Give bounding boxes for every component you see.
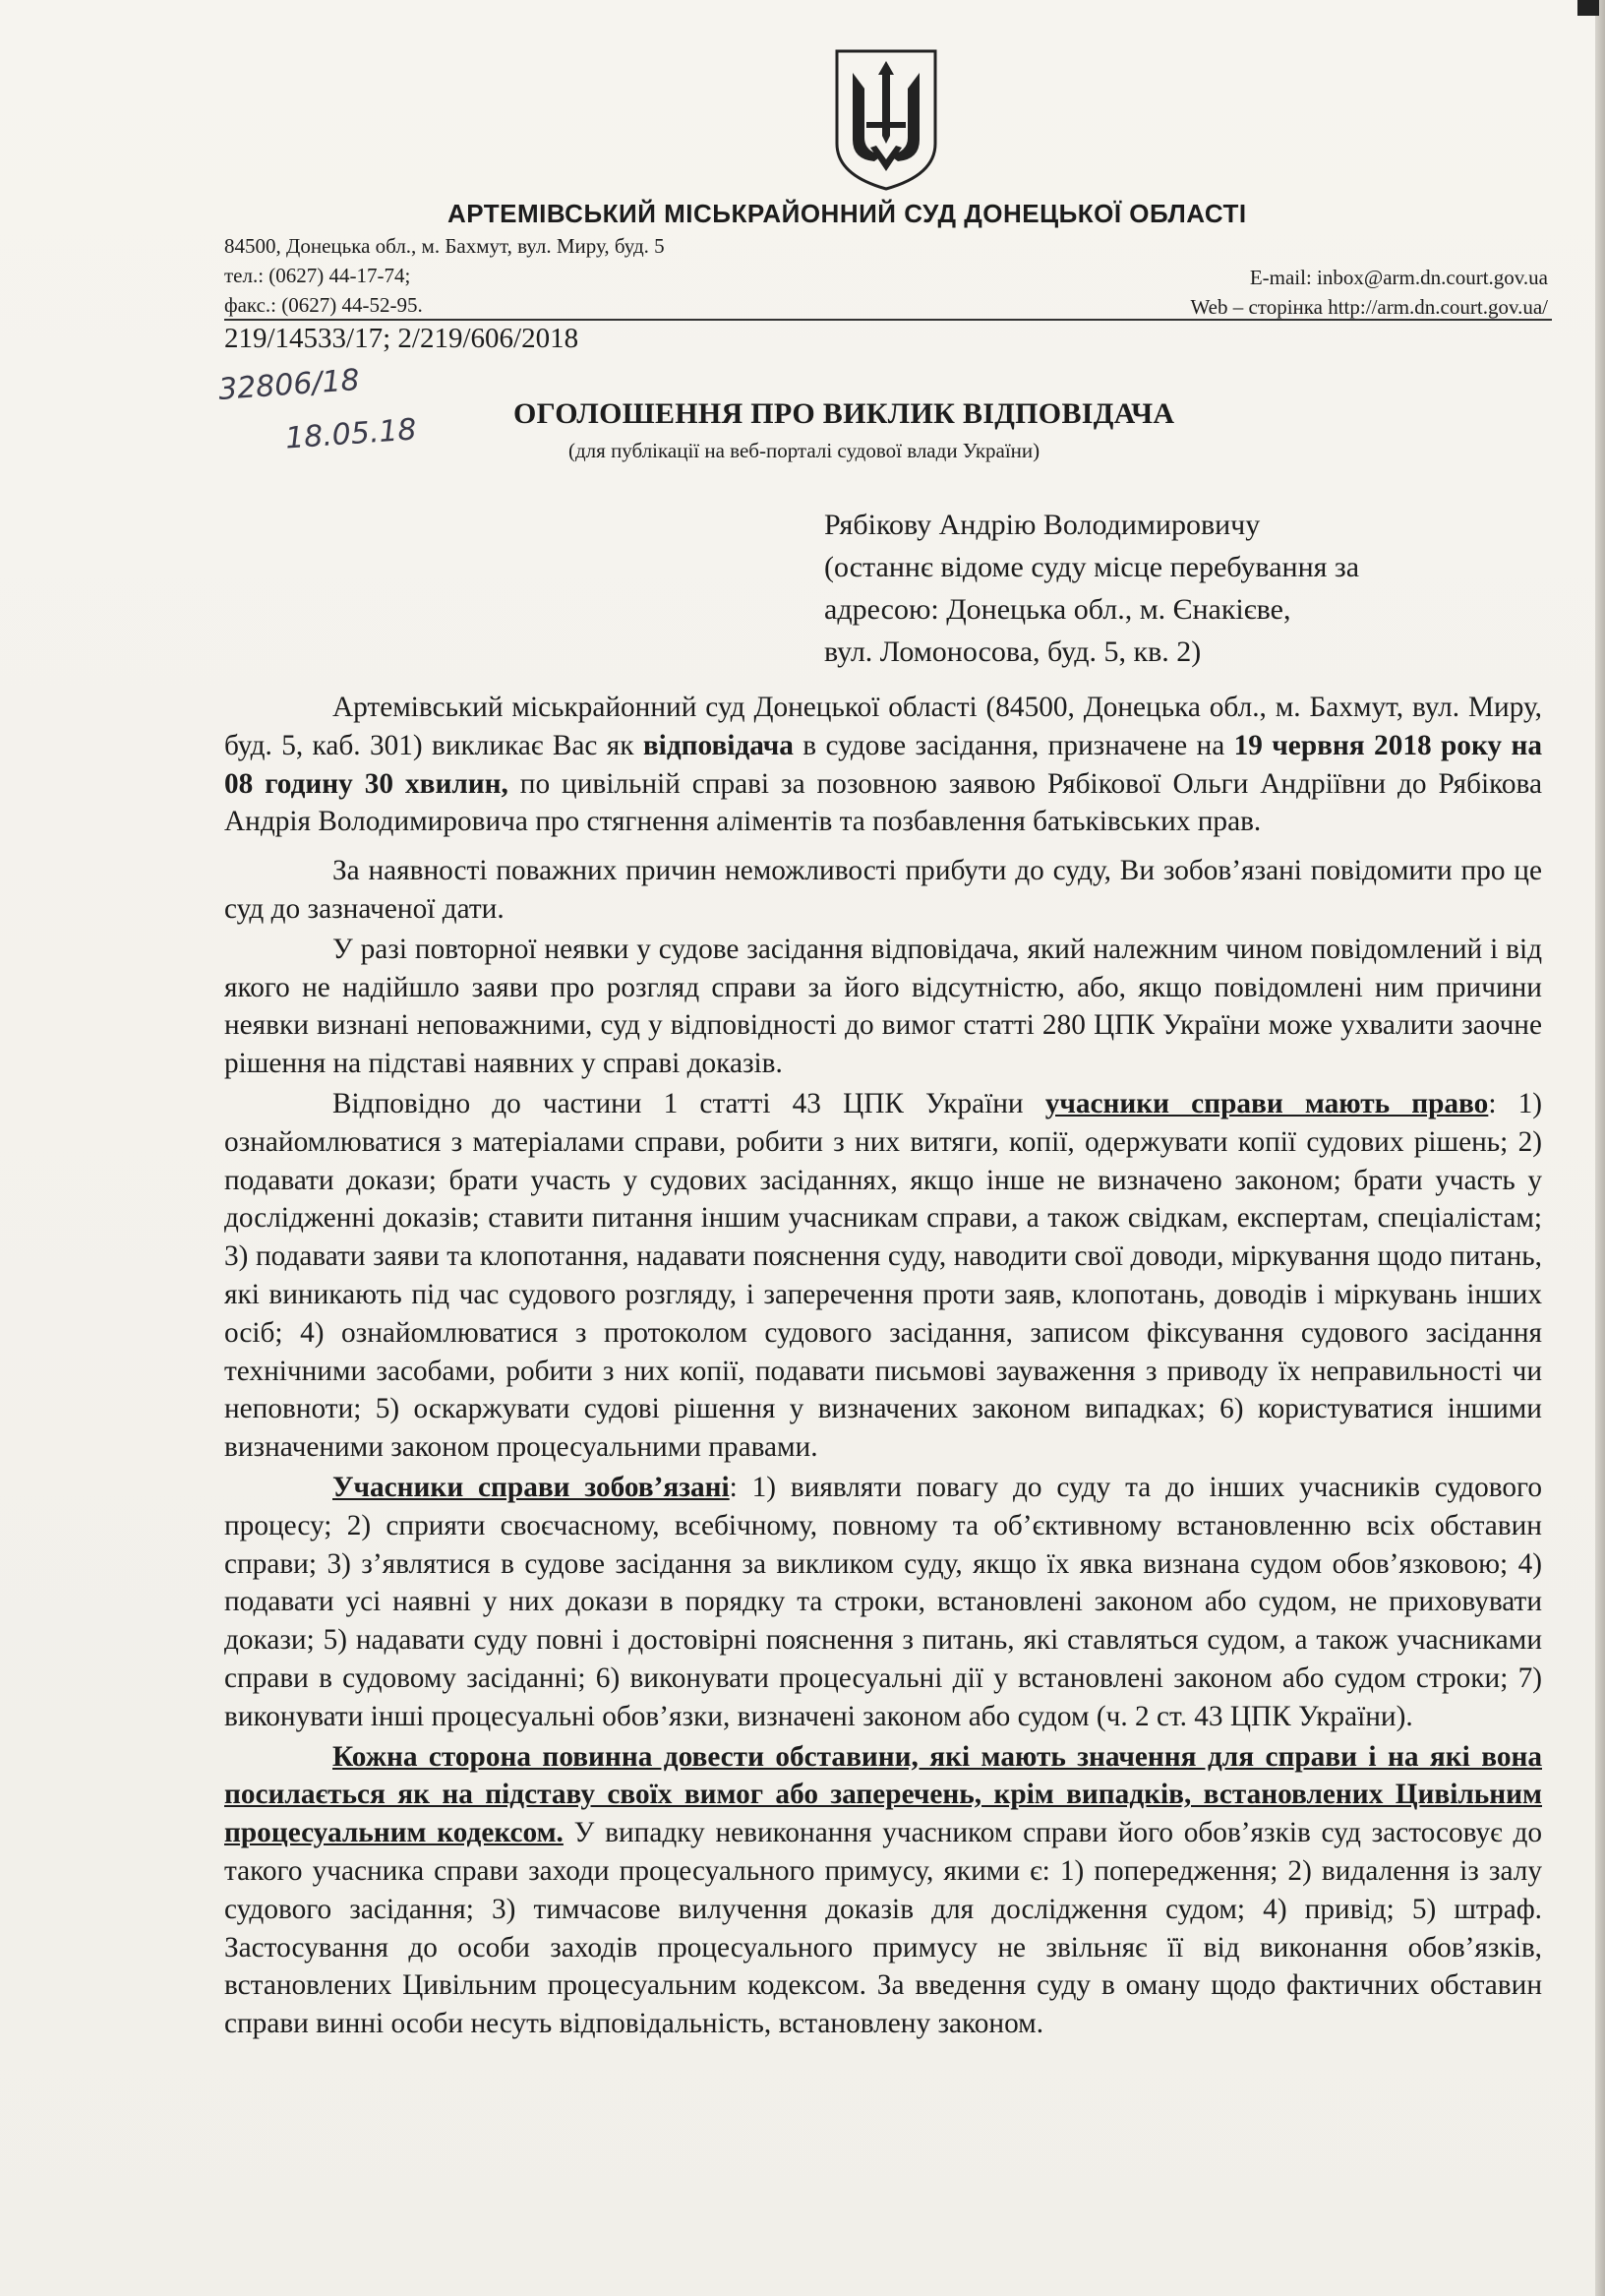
bold-text: відповідача bbox=[642, 729, 794, 761]
addressee-name: Рябікову Андрію Володимировичу bbox=[824, 509, 1261, 541]
handwritten-registration-date: 18.05.18 bbox=[283, 412, 418, 456]
underlined-heading: учасники справи мають право bbox=[1044, 1087, 1489, 1119]
court-fax: факс.: (0627) 44-52-95. bbox=[224, 293, 423, 317]
addressee-line: адресою: Донецька обл., м. Єнакієве, bbox=[824, 593, 1291, 626]
court-email: E-mail: inbox@arm.dn.court.gov.ua bbox=[1249, 266, 1548, 289]
text: У випадку невиконання учасником справи його обов’язків суд застосовує до такого учасника справи заходи процесуального примусу, якими є: 1) попередження; 2) видалення із залу судового засідання; 3) тимчасове вилучення доказів для дослідження судом; 4) привід; 5) штраф. Застосування до особи заходів процесуального примусу не звільняє її від виконання обов’язків, встановлених Цивільним процесуальним кодексом. За введення суду в оману щодо фактичних обставин справи винні особи несуть відповідальність, встановлену законом. bbox=[224, 1817, 1542, 2040]
paragraph-summons bbox=[224, 689, 1542, 841]
handwritten-registration-number: 32806/18 bbox=[216, 363, 361, 407]
paragraph-rights bbox=[224, 1085, 1542, 1467]
court-address: 84500, Донецька обл., м. Бахмут, вул. Миру, буд. 5 bbox=[224, 234, 665, 258]
paragraph-obligations bbox=[224, 1469, 1542, 1736]
court-phone: тел.: (0627) 44-17-74; bbox=[224, 264, 411, 287]
addressee-line: (останнє відоме суду місце перебування за bbox=[824, 551, 1360, 583]
text: : 1) виявляти повагу до суду та до інших учасників судового процесу; 2) сприяти своєчасному, всебічному, повному та об’єктивному встановленню всіх обставин справи; 3) з’являтися в судове засідання за викликом суду, якщо їх явка визнана судом обов’язковою; 4) подавати усі наявні у них докази в порядку та строки, встановлені законом або судом, не приховувати докази; 5) надавати суду повні і достовірні пояснення з питань, які ставляться судом, а також учасниками справи в судовому засіданні; 6) виконувати процесуальні дії у встановлені законом або судом строки; 7) виконувати інші процесуальні обов’язки, визначені законом або судом (ч. 2 ст. 43 ЦПК України). bbox=[224, 1471, 1542, 1732]
text: Відповідно до частини 1 статті 43 ЦПК України bbox=[332, 1087, 1045, 1119]
paragraph-absence-notice bbox=[224, 852, 1542, 929]
text: : 1) ознайомлюватися з матеріалами справи, робити з них витяги, копії, одержувати копії судових рішень; 2) подавати докази; брати участь у судових засіданнях, якщо інше не визначено законом; брати участь у дослідженні доказів; ставити питання іншим учасникам справи, а також свідкам, експертам, спеціалістам; 3) подавати заяви та клопотання, надавати пояснення суду, наводити свої доводи, міркування щодо питань, які виникають під час судового розгляду, і заперечення проти заяв, клопотань, доводів і міркувань інших осіб; 4) ознайомлюватися з протоколом судового засідання, записом фіксування судового засідання технічними засобами, робити з них копії, подавати письмові зауваження з приводу їх неправильності чи неповноти; 5) оскаржувати судові рішення у визначених законом випадках; 6) користуватися іншими визначеними законом процесуальними правами. bbox=[224, 1087, 1542, 1464]
coat-of-arms-icon bbox=[831, 45, 941, 193]
paragraph-default-judgment bbox=[224, 931, 1542, 1083]
court-name: АРТЕМІВСЬКИЙ МІСЬКРАЙОННИЙ СУД ДОНЕЦЬКОЇ ОБЛАСТІ bbox=[447, 199, 1247, 228]
underlined-heading: Кожна сторона повинна довести обставини, які мають значення для справи і на які вона посилається як на підставу своїх вимог або заперечень, крім випадків, встановлених Цивільним процесуальним кодексом. bbox=[224, 1740, 1542, 1849]
addressee-block bbox=[824, 504, 1542, 673]
text: Артемівський міськрайонний суд Донецької області (84500, Донецька обл., м. Бахмут, вул. Миру, буд. 5, каб. 301) викликає Вас як bbox=[224, 692, 1542, 761]
scan-corner-mark bbox=[1577, 0, 1599, 16]
underlined-heading: Учасники справи зобов’язані bbox=[332, 1471, 730, 1503]
text: в судове засідання, призначене на bbox=[793, 729, 1234, 761]
document-subtitle: (для публікації на веб-порталі судової влади України) bbox=[568, 439, 1040, 462]
notice-body bbox=[224, 689, 1542, 2045]
header-divider bbox=[224, 319, 1552, 321]
paragraph-burden-of-proof bbox=[224, 1738, 1542, 2043]
text: У разі повторної неявки у судове засідання відповідача, який належним чином повідомлений і від якого не надійшло заяви про розгляд справи за його відсутністю, або, якщо повідомлені ним причини неявки визнані неповажними, суд у відповідності до вимог статті 280 ЦПК України може ухвалити заочне рішення на підставі наявних у справі доказів. bbox=[224, 933, 1542, 1080]
hearing-date: 19 червня 2018 року на 08 годину 30 хвилин, bbox=[224, 729, 1542, 800]
case-numbers: 219/14533/17; 2/219/606/2018 bbox=[224, 323, 579, 354]
scan-edge bbox=[1595, 0, 1605, 2296]
document-title: ОГОЛОШЕННЯ ПРО ВИКЛИК ВІДПОВІДАЧА bbox=[513, 397, 1175, 430]
text: по цивільній справі за позовною заявою Рябікової Ольги Андріївни до Рябікова Андрія Володимировича про стягнення аліментів та позбавлення батьківських прав. bbox=[224, 767, 1543, 838]
addressee-line: вул. Ломоносова, буд. 5, кв. 2) bbox=[824, 635, 1202, 668]
court-website: Web – сторінка http://arm.dn.court.gov.ua/ bbox=[1190, 295, 1548, 319]
text: За наявності поважних причин неможливості прибути до суду, Ви зобов’язані повідомити про це суд до зазначеної дати. bbox=[224, 855, 1542, 925]
